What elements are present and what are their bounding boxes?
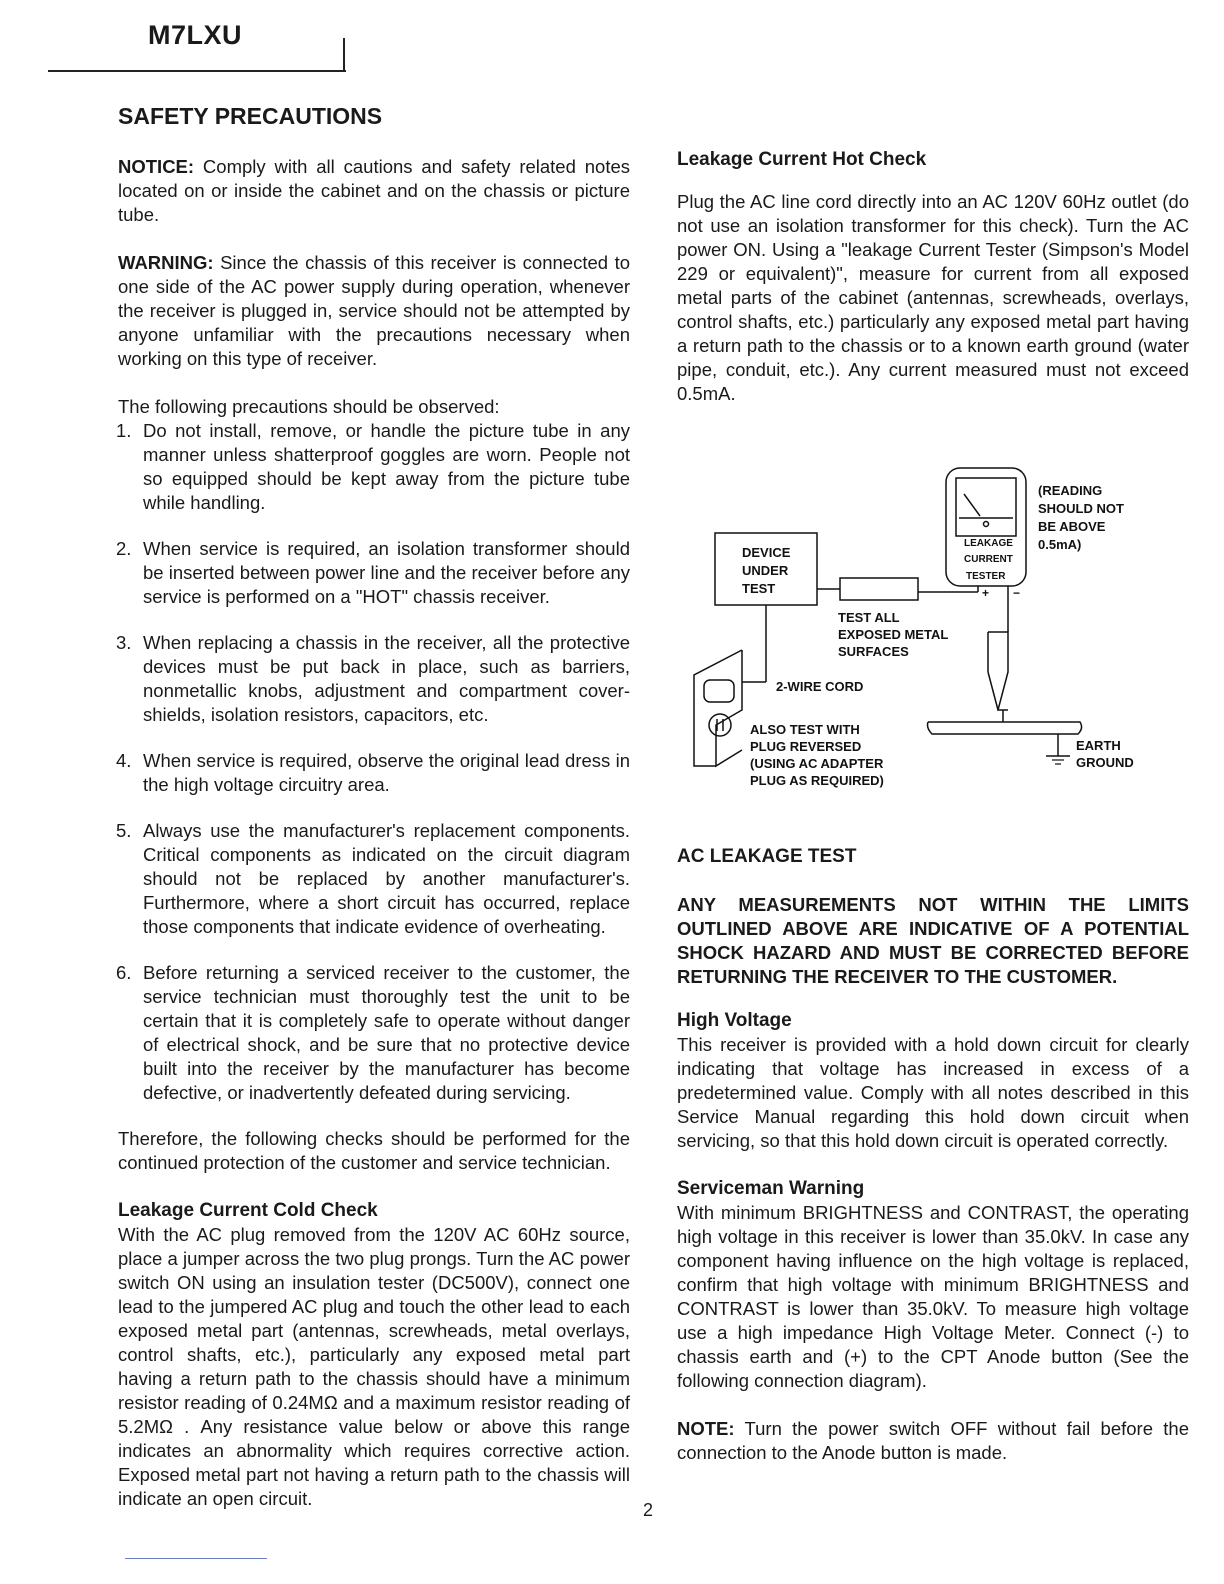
tester-minus: − (1013, 586, 1021, 600)
warning-paragraph (118, 251, 630, 371)
tester-plus: + (982, 586, 990, 600)
notice-text: Comply with all cautions and safety related notes located on or inside the cabinet and on the chassis or picture tube. (118, 156, 630, 225)
tester-label-1: LEAKAGE (964, 538, 1013, 549)
header-divider (343, 38, 345, 71)
warning-text: Since the chassis of this receiver is connected to one side of the AC power supply during operation, whenever the receiver is plugged in, service should not be attempted by anyone unfamiliar with the precautions necessary when working on this type of receiver. (118, 252, 630, 369)
hot-check-title: Leakage Current Hot Check (677, 149, 927, 170)
page-number: 2 (643, 1500, 654, 1520)
notice-paragraph (118, 155, 630, 227)
list-item: 4. When service is required, observe the original lead dress in the high voltage circuitry area. (116, 750, 630, 795)
therefore-paragraph: Therefore, the following checks should be performed for the continued protection of the customer and service technician. (118, 1128, 630, 1173)
serviceman-warning-text: With minimum BRIGHTNESS and CONTRAST, the operating high voltage in this receiver is lower than 35.0kV. In case any component having influence on the high voltage is replaced, confirm that high voltage with minimum BRIGHTNESS and CONTRAST is lower than 35.0kV. To measure high voltage use a high impedance High Voltage Meter. Connect (-) to chassis earth and (+) to the CPT Anode button (See the following connection diagram). (677, 1202, 1189, 1391)
warning-label: WARNING: (118, 252, 214, 273)
reading-label-3: BE ABOVE (1038, 519, 1106, 534)
list-item: 2. When service is required, an isolation transformer should be inserted between power line and the receiver before any service is performed on a "HOT" chassis receiver. (116, 538, 630, 607)
reading-label-4: 0.5mA) (1038, 537, 1082, 552)
device-label-3: TEST (742, 581, 776, 596)
cold-check-title: Leakage Current Cold Check (118, 1200, 378, 1221)
right-column (677, 148, 1189, 406)
also-test-label-2: PLUG REVERSED (750, 739, 862, 754)
tester-meter (956, 478, 1016, 536)
tester-label-2: CURRENT (964, 554, 1013, 565)
test-all-label-2: EXPOSED METAL (838, 627, 949, 642)
test-all-label-3: SURFACES (838, 644, 909, 659)
ac-test-title: AC LEAKAGE TEST (677, 846, 857, 867)
leakage-test-diagram (680, 460, 1180, 800)
also-test-label-4: PLUG AS REQUIRED) (750, 773, 884, 788)
also-test-label-3: (USING AC ADAPTER (750, 756, 884, 771)
notice-label: NOTICE: (118, 156, 195, 177)
left-column (118, 155, 630, 1511)
reading-label-1: (READING (1038, 483, 1103, 498)
list-item: 1. Do not install, remove, or handle the picture tube in any manner unless shatterproof goggles are worn. People not so equipped should be kept away from the picture tube while handling. (116, 420, 630, 513)
device-label-1: DEVICE (742, 545, 791, 560)
note-text: Turn the power switch OFF without fail before the connection to the Anode button is made. (677, 1418, 1189, 1463)
note-label: NOTE: (677, 1418, 735, 1439)
right-column-lower (677, 845, 1189, 1465)
device-label-2: UNDER (742, 563, 789, 578)
list-item: 6. Before returning a serviced receiver to the customer, the service technician must thoroughly test the unit to be certain that it is completely safe to operate without danger of electrical shock, and be sure that no protective device built into the receiver by the manufacturer has become defective, or inadvertently defeated during servicing. (116, 962, 630, 1103)
earth-label-2: GROUND (1076, 755, 1134, 770)
model-number: M7LXU (148, 20, 243, 50)
tester-label-3: TESTER (966, 571, 1006, 582)
section-title: SAFETY PRECAUTIONS (118, 103, 383, 129)
header-rule (48, 70, 346, 72)
probe-box (840, 578, 918, 600)
list-item: 5. Always use the manufacturer's replacement components. Critical components as indicated on the circuit diagram should not be replaced by another manufacturer's. Furthermore, where a short circuit has occurred, replace those components that indicate evidence of overheating. (116, 820, 630, 937)
footer-rule (125, 1558, 267, 1559)
note-paragraph (677, 1417, 1189, 1465)
outlet-icon (709, 714, 731, 736)
cord-label: 2-WIRE CORD (776, 679, 864, 694)
cold-check-text: With the AC plug removed from the 120V AC 60Hz source, place a jumper across the two plug prongs. Turn the AC power switch ON using an insulation tester (DC500V), connect one lead to the jumpered AC plug and touch the other lead to each exposed metal part (antennas, screwheads, metal overlays, control shafts, etc.), particularly any exposed metal part having a return path to the chassis should have a minimum resistor reading of 0.24MΩ and a maximum resistor reading of 5.2MΩ . Any resistance value below or above this range indicates an abnormality which requires corrective action. Exposed metal part not having a return path to the chassis will indicate an open circuit. (118, 1224, 630, 1509)
precautions-list (118, 419, 630, 1105)
ac-test-warning: ANY MEASUREMENTS NOT WITHIN THE LIMITS OUTLINED ABOVE ARE INDICATIVE OF A POTENTIAL SHOCK HAZARD AND MUST BE CORRECTED BEFORE RETURNING THE RECEIVER TO THE CUSTOMER. (677, 894, 1189, 987)
precautions-intro: The following precautions should be observed: (118, 396, 500, 417)
list-item: 3. When replacing a chassis in the receiver, all the protective devices must be put back in place, such as barriers, nonmetallic knobs, adjustment and compartment cover-shields, isolation resistors, capacitors, etc. (116, 632, 630, 725)
hot-check-text: Plug the AC line cord directly into an AC 120V 60Hz outlet (do not use an isolation transformer for this check). Turn the AC power ON. Using a "leakage Current Tester (Simpson's Model 229 or equivalent)", measure for current from all exposed metal parts of the cabinet (antennas, screwheads, overlays, control shafts, etc.) particularly any exposed metal part having a return path to the chassis or to a known earth ground (water pipe, conduit, etc.). Any current measured must not exceed 0.5mA. (677, 191, 1189, 404)
high-voltage-title: High Voltage (677, 1010, 792, 1031)
also-test-label-1: ALSO TEST WITH (750, 722, 860, 737)
test-all-label-1: TEST ALL (838, 610, 900, 625)
serviceman-warning-title: Serviceman Warning (677, 1178, 865, 1199)
earth-label-1: EARTH (1076, 738, 1121, 753)
reading-label-2: SHOULD NOT (1038, 501, 1124, 516)
high-voltage-text: This receiver is provided with a hold down circuit for clearly indicating that voltage has increased in excess of a predetermined value. Comply with all notes described in this Service Manual regarding this hold down circuit when servicing, so that this hold down circuit is operated correctly. (677, 1034, 1189, 1151)
